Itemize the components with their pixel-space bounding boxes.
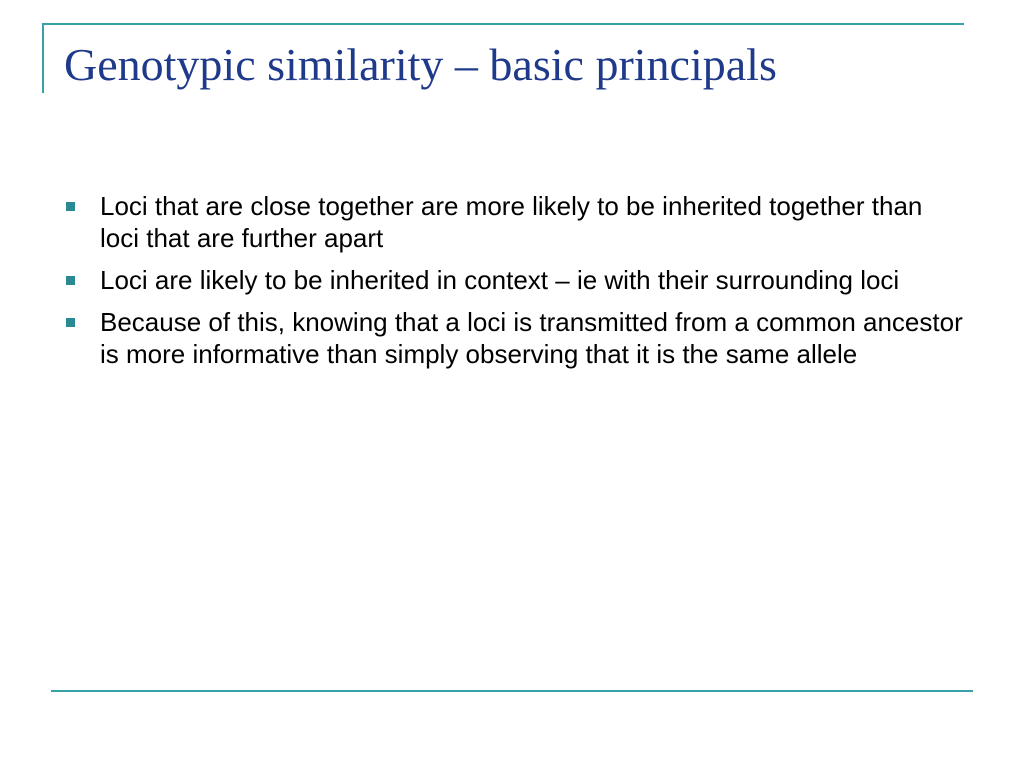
bullet-text: Loci that are close together are more likely to be inherited together than loci that are further apart — [100, 191, 923, 253]
bullet-list — [64, 190, 964, 380]
bullet-text: Loci are likely to be inherited in context – ie with their surrounding loci — [100, 265, 900, 295]
bullet-text: Because of this, knowing that a loci is transmitted from a common ancestor is more informative than simply observing that it is the same allele — [100, 307, 963, 369]
bottom-accent-rule — [51, 690, 973, 692]
left-accent-rule — [42, 23, 44, 93]
top-accent-rule — [42, 23, 964, 25]
bullet-item — [64, 190, 964, 254]
square-bullet-icon — [66, 202, 75, 211]
bullet-item — [64, 264, 964, 296]
square-bullet-icon — [66, 318, 75, 327]
slide-title: Genotypic similarity – basic principals — [64, 39, 777, 90]
square-bullet-icon — [66, 276, 75, 285]
bullet-item — [64, 306, 964, 370]
